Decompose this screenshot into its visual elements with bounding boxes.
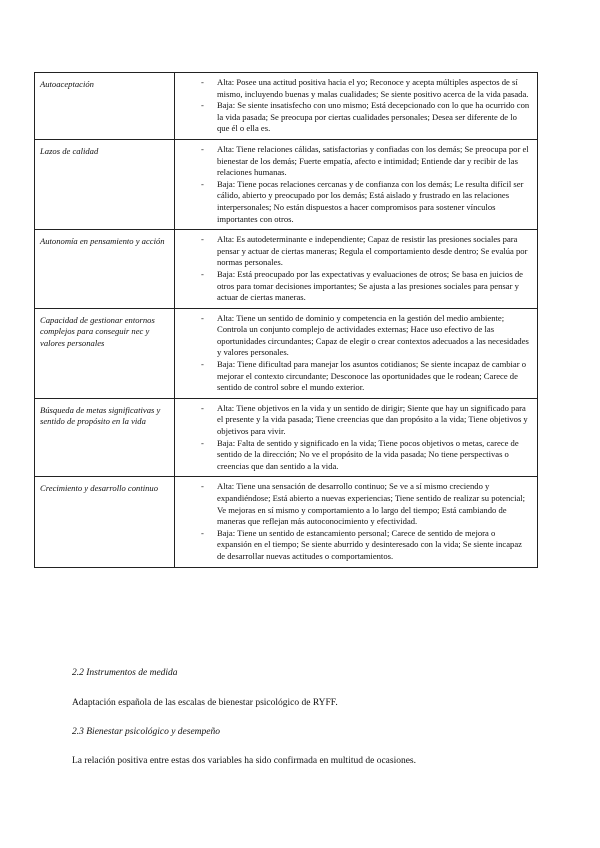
level-list	[179, 481, 531, 562]
low-description: Tiene un sentido de estancamiento personal; Carece de sentido de mejora o expansión en el tiempo; Se siente aburrido y desinteresado con la vida; Se siente incapaz de desarrollar nuevas actitudes o comportamientos.	[217, 527, 522, 561]
description-cell	[175, 73, 538, 140]
level-list	[179, 234, 531, 304]
low-label: Baja:	[217, 268, 236, 279]
high-label: Alta:	[217, 481, 235, 492]
level-list	[179, 313, 531, 394]
dimension-cell: Lazos de calidad	[35, 139, 175, 229]
low-level-item	[179, 359, 531, 394]
low-description: Tiene dificultad para manejar los asuntos cotidianos; Se siente incapaz de cambiar o mejorar el contexto circundante; Desconoce las oportunidades que le rodean; Carece de sentido de control sobre el mundo exterior.	[217, 359, 527, 393]
section-heading-wellbeing: 2.3 Bienestar psicológico y desempeño	[72, 727, 221, 737]
low-description: Falta de sentido y significado en la vida; Tiene pocos objetivos o metas, carece de sentido de la dirección; No ve el propósito de la vida pasada; No tiene perspectivas o creencias que dan sentido a la vida.	[217, 437, 519, 471]
high-level-item	[179, 313, 531, 359]
dimension-cell: Búsqueda de metas significativas y sentido de propósito en la vida	[35, 398, 175, 477]
level-list	[179, 403, 531, 473]
low-label: Baja:	[217, 100, 236, 111]
low-label: Baja:	[217, 527, 236, 538]
table-row	[35, 73, 538, 140]
high-description: Posee una actitud positiva hacia el yo; Reconoce y acepta múltiples aspectos de sí mismo, incluyendo buenas y malas cualidades; Se siente positivo acerca de la vida pasada.	[217, 77, 529, 99]
high-level-item	[179, 234, 531, 269]
level-list	[179, 77, 531, 135]
description-cell	[175, 398, 538, 477]
high-level-item	[179, 403, 531, 438]
low-level-item	[179, 528, 531, 563]
high-description: Tiene una sensación de desarrollo continuo; Se ve a sí mismo creciendo y expandiéndose; Está abierto a nuevas experiencias; Tiene sentido de realizar su potencial; Ve mejoras en sí mismo y comportamiento a lo largo del tiempo; Está cambiando de maneras que reflejan más autoconocimiento y efectividad.	[217, 481, 526, 527]
section-body-instruments: Adaptación española de las escalas de bienestar psicológico de RYFF.	[72, 698, 338, 708]
low-label: Baja:	[217, 437, 236, 448]
low-level-item	[179, 100, 531, 135]
high-label: Alta:	[217, 234, 235, 245]
low-description: Está preocupado por las expectativas y evaluaciones de otros; Se basa en juicios de otros para tomar decisiones importantes; Se ajusta a las presiones sociales para pensar y actuar de ciertas maneras.	[217, 268, 523, 303]
description-cell	[175, 139, 538, 229]
table-row	[35, 139, 538, 229]
dimension-cell: Autonomía en pensamiento y acción	[35, 230, 175, 309]
low-label: Baja:	[217, 359, 236, 370]
high-label: Alta:	[217, 402, 235, 413]
high-label: Alta:	[217, 77, 235, 87]
level-list	[179, 144, 531, 225]
low-label: Baja:	[217, 178, 236, 189]
table-row	[35, 477, 538, 567]
high-label: Alta:	[217, 312, 235, 323]
table-row	[35, 230, 538, 309]
description-cell	[175, 477, 538, 567]
high-description: Tiene relaciones cálidas, satisfactorias y confiadas con los demás; Se preocupa por el bienestar de los demás; Fuerte empatía, afecto e intimidad; Entiende dar y recibir de las relaciones humanas.	[217, 143, 529, 178]
dimensions-table	[34, 72, 538, 568]
description-cell	[175, 308, 538, 398]
high-description: Tiene objetivos en la vida y un sentido de dirigir; Siente que hay un significado para el presente y la vida pasada; Tiene creencias que dan propósito a la vida; Tiene objetivos y objetivos para vivir.	[217, 402, 528, 437]
description-cell	[175, 230, 538, 309]
low-level-item	[179, 438, 531, 473]
section-body-wellbeing: La relación positiva entre estas dos variables ha sido confirmada en multitud de ocasiones.	[72, 756, 417, 766]
high-label: Alta:	[217, 143, 235, 154]
section-heading-instruments: 2.2 Instrumentos de medida	[72, 668, 178, 678]
high-description: Tiene un sentido de dominio y competencia en la gestión del medio ambiente; Controla un conjunto complejo de actividades externas; Hace uso efectivo de las oportunidades circundantes; Capaz de elegir o crear contextos adecuados a las necesidades y valores personales.	[217, 312, 529, 358]
dimension-cell: Crecimiento y desarrollo continuo	[35, 477, 175, 567]
table-row	[35, 308, 538, 398]
low-level-item	[179, 269, 531, 304]
high-description: Es autodeterminante e independiente; Capaz de resistir las presiones sociales para pensar y actuar de ciertas maneras; Regula el comportamiento desde dentro; Se evalúa por normas personales.	[217, 234, 528, 268]
high-level-item	[179, 77, 531, 100]
high-level-item	[179, 144, 531, 179]
table-row	[35, 398, 538, 477]
high-level-item	[179, 481, 531, 527]
low-description: Se siente insatisfecho con uno mismo; Está decepcionado con lo que ha ocurrido con la vida pasada; Se preocupa por ciertas cualidades personales; Desea ser diferente de lo que él o ella es.	[217, 100, 530, 134]
dimension-cell: Autoaceptación	[35, 73, 175, 140]
low-level-item	[179, 179, 531, 225]
low-description: Tiene pocas relaciones cercanas y de confianza con los demás; Le resulta difícil ser cálido, abierto y preocupado por los demás; Está aislado y frustrado en las relaciones interpersonales; No están dispuestos a hacer compromisos para sostener vínculos importantes con otros.	[217, 178, 524, 224]
dimension-cell: Capacidad de gestionar entornos complejos para conseguir nec y valores personales	[35, 308, 175, 398]
